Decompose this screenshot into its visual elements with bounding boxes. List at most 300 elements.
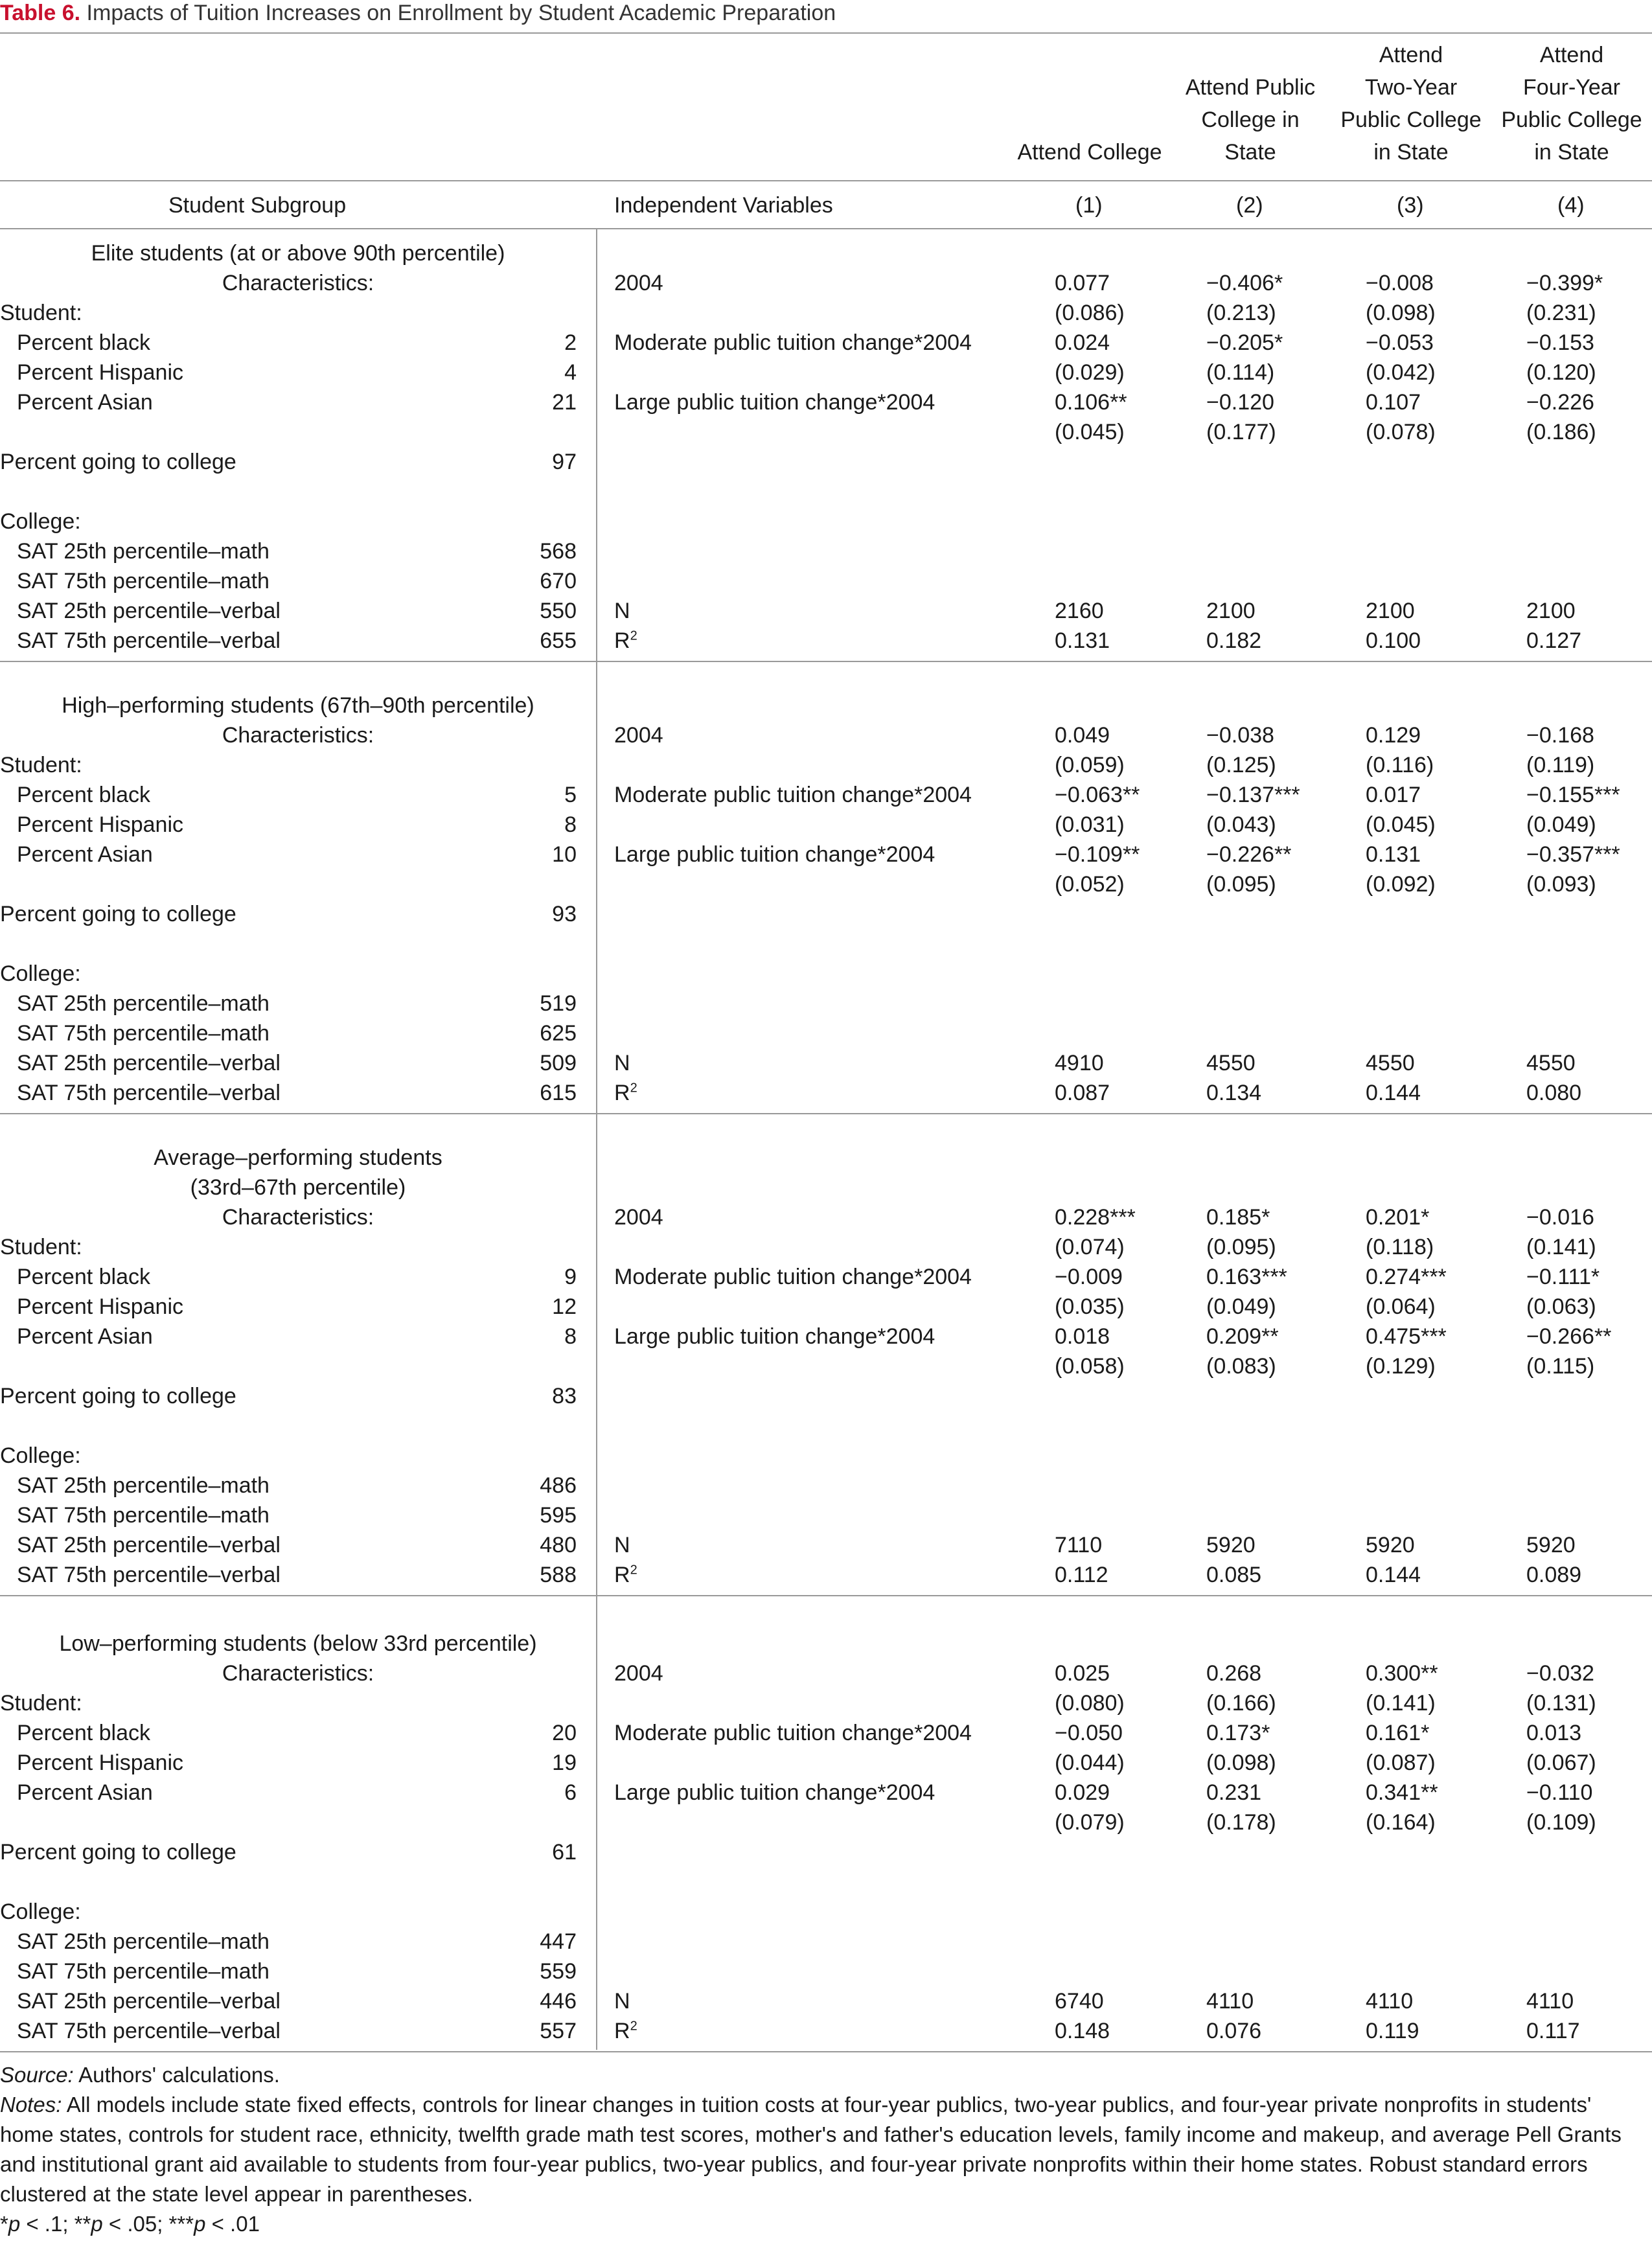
n-col4: 4550 bbox=[1526, 1051, 1576, 1075]
se-moderate-col1: (0.031) bbox=[1055, 812, 1125, 837]
subgroup-block bbox=[0, 1143, 1652, 1629]
sat75m-label: SAT 75th percentile–math bbox=[17, 569, 270, 593]
sat25v-label: SAT 25th percentile–verbal bbox=[17, 1989, 281, 2014]
se-moderate-col1: (0.044) bbox=[1055, 1751, 1125, 1775]
table-row bbox=[0, 869, 1652, 899]
coef-large-col1: 0.106** bbox=[1055, 390, 1127, 415]
table-row bbox=[0, 507, 1652, 536]
se-2004-col4: (0.141) bbox=[1526, 1235, 1596, 1259]
pct-hispanic-value: 12 bbox=[552, 1294, 577, 1319]
table-row bbox=[0, 1232, 1652, 1262]
coef-2004-col3: 0.129 bbox=[1366, 723, 1421, 748]
table-row bbox=[0, 1441, 1652, 1471]
coef-2004-col4: −0.399* bbox=[1526, 271, 1603, 295]
se-2004-col3: (0.141) bbox=[1366, 1691, 1436, 1716]
table-row bbox=[0, 1530, 1652, 1560]
sat75v-value: 588 bbox=[540, 1563, 577, 1587]
coef-large-col3: 0.131 bbox=[1366, 842, 1421, 867]
sat75v-label: SAT 75th percentile–verbal bbox=[17, 1563, 281, 1587]
coef-moderate-col1: −0.050 bbox=[1055, 1721, 1123, 1745]
r2-col1: 0.148 bbox=[1055, 2019, 1110, 2043]
iv-label-n: N bbox=[614, 1989, 630, 2014]
se-2004-col2: (0.213) bbox=[1206, 301, 1276, 325]
coef-large-col2: 0.209** bbox=[1206, 1324, 1279, 1349]
coef-large-col2: 0.231 bbox=[1206, 1780, 1262, 1805]
se-2004-col1: (0.086) bbox=[1055, 301, 1125, 325]
n-col1: 4910 bbox=[1055, 1051, 1104, 1075]
table-row bbox=[0, 810, 1652, 840]
table-row bbox=[0, 1381, 1652, 1411]
se-moderate-col3: (0.064) bbox=[1366, 1294, 1436, 1319]
iv-label-moderate: Moderate public tuition change*2004 bbox=[614, 1721, 972, 1745]
n-col2: 4110 bbox=[1206, 1989, 1254, 2014]
se-moderate-col4: (0.049) bbox=[1526, 812, 1596, 837]
se-2004-col1: (0.059) bbox=[1055, 753, 1125, 777]
coef-2004-col2: −0.406* bbox=[1206, 271, 1283, 295]
top-rule bbox=[0, 32, 1652, 34]
sat25m-label: SAT 25th percentile–math bbox=[17, 991, 270, 1016]
r2-col4: 0.127 bbox=[1526, 628, 1582, 653]
sat25m-label: SAT 25th percentile–math bbox=[17, 1473, 270, 1498]
group-rule bbox=[0, 661, 1652, 662]
se-moderate-col2: (0.098) bbox=[1206, 1751, 1276, 1775]
significance-note: *p < .1; **p < .05; ***p < .01 bbox=[0, 2212, 260, 2236]
student-label: Student: bbox=[0, 753, 82, 777]
table-caption bbox=[0, 0, 836, 30]
iv-label-r2 bbox=[614, 2016, 637, 2046]
table-row bbox=[0, 720, 1652, 750]
se-moderate-col1: (0.029) bbox=[1055, 360, 1125, 385]
subgroup-title: Average–performing students bbox=[154, 1145, 442, 1170]
table-row bbox=[0, 2016, 1652, 2046]
group-rule bbox=[0, 2051, 1652, 2052]
iv-label-large: Large public tuition change*2004 bbox=[614, 390, 935, 415]
se-2004-col2: (0.125) bbox=[1206, 753, 1276, 777]
coef-moderate-col4: −0.111* bbox=[1526, 1265, 1600, 1289]
sat75m-value: 559 bbox=[540, 1959, 577, 1984]
se-large-col1: (0.058) bbox=[1055, 1354, 1125, 1379]
se-large-col2: (0.178) bbox=[1206, 1810, 1276, 1835]
coef-2004-col4: −0.016 bbox=[1526, 1205, 1594, 1230]
se-2004-col1: (0.074) bbox=[1055, 1235, 1125, 1259]
n-col1: 2160 bbox=[1055, 599, 1104, 623]
notes: Notes: All models include state fixed effects, controls for linear changes in tuition costs at four-year publics, two-year publics, and four-year private nonprofits in students' home states, controls for student race, ethnicity, twelfth grade math test scores, mother's and father's education levels, family income and makeup, and average Pell Grants and institutional grant aid available to students from four-year publics, two-year publics, and four-year private nonprofits within their home states. Robust standard errors clustered at the state level appear in parentheses. bbox=[0, 2093, 1622, 2206]
student-label: Student: bbox=[0, 301, 82, 325]
n-col3: 4110 bbox=[1366, 1989, 1414, 2014]
pct-hispanic-value: 8 bbox=[564, 812, 577, 837]
subgroup-block bbox=[0, 238, 1652, 691]
coef-moderate-col3: −0.053 bbox=[1366, 330, 1434, 355]
iv-label-2004: 2004 bbox=[614, 1205, 663, 1230]
pct-black-value: 2 bbox=[564, 330, 577, 355]
table-row bbox=[0, 447, 1652, 477]
sat25v-label: SAT 25th percentile–verbal bbox=[17, 1051, 281, 1075]
n-col2: 2100 bbox=[1206, 599, 1256, 623]
subgroup-block bbox=[0, 1629, 1652, 2060]
student-label: Student: bbox=[0, 1235, 82, 1259]
table-row bbox=[0, 989, 1652, 1018]
col2-number: (2) bbox=[1236, 193, 1263, 218]
se-2004-col3: (0.116) bbox=[1366, 753, 1434, 777]
coef-large-col2: −0.120 bbox=[1206, 390, 1274, 415]
n-col2: 5920 bbox=[1206, 1533, 1256, 1557]
group-rule bbox=[0, 1595, 1652, 1596]
se-moderate-col3: (0.087) bbox=[1366, 1751, 1436, 1775]
coef-2004-col2: −0.038 bbox=[1206, 723, 1274, 748]
coef-moderate-col4: −0.155*** bbox=[1526, 783, 1620, 807]
sat75v-value: 655 bbox=[540, 628, 577, 653]
sat25v-label: SAT 25th percentile–verbal bbox=[17, 599, 281, 623]
table-row bbox=[0, 596, 1652, 626]
table-row bbox=[0, 1262, 1652, 1292]
sat25v-value: 550 bbox=[540, 599, 577, 623]
student-label: Student: bbox=[0, 1691, 82, 1716]
source-note: Source: Authors' calculations. bbox=[0, 2063, 280, 2087]
se-large-col2: (0.177) bbox=[1206, 420, 1276, 444]
college-label: College: bbox=[0, 1900, 81, 1924]
table-row bbox=[0, 387, 1652, 417]
iv-label-n: N bbox=[614, 1051, 630, 1075]
r2-col3: 0.144 bbox=[1366, 1081, 1421, 1105]
se-2004-col2: (0.166) bbox=[1206, 1691, 1276, 1716]
pct-hispanic-value: 19 bbox=[552, 1751, 577, 1775]
coef-2004-col4: −0.168 bbox=[1526, 723, 1594, 748]
coef-moderate-col1: −0.063** bbox=[1055, 783, 1140, 807]
se-large-col1: (0.052) bbox=[1055, 872, 1125, 897]
table-row bbox=[0, 1078, 1652, 1108]
college-label: College: bbox=[0, 1443, 81, 1468]
r2-col2: 0.085 bbox=[1206, 1563, 1262, 1587]
table-row bbox=[0, 358, 1652, 387]
se-large-col1: (0.045) bbox=[1055, 420, 1125, 444]
characteristics-label: Characteristics: bbox=[222, 271, 374, 295]
n-col4: 2100 bbox=[1526, 599, 1576, 623]
sat75m-value: 595 bbox=[540, 1503, 577, 1528]
pct-hispanic-label: Percent Hispanic bbox=[17, 812, 184, 837]
pct-college-value: 61 bbox=[552, 1840, 577, 1865]
se-2004-col3: (0.098) bbox=[1366, 301, 1436, 325]
pct-asian-value: 21 bbox=[552, 390, 577, 415]
r2-superscript: 2 bbox=[630, 2019, 637, 2034]
se-moderate-col3: (0.042) bbox=[1366, 360, 1436, 385]
table-row bbox=[0, 1986, 1652, 2016]
sat25v-value: 446 bbox=[540, 1989, 577, 2014]
sat75v-label: SAT 75th percentile–verbal bbox=[17, 628, 281, 653]
subgroup-block bbox=[0, 691, 1652, 1143]
pct-hispanic-label: Percent Hispanic bbox=[17, 1294, 184, 1319]
pct-asian-value: 6 bbox=[564, 1780, 577, 1805]
table-row bbox=[0, 840, 1652, 869]
table-row bbox=[0, 1718, 1652, 1748]
col4-header: Attend Four-Year Public College in State bbox=[1501, 43, 1642, 165]
r2-col1: 0.131 bbox=[1055, 628, 1110, 653]
se-moderate-col2: (0.114) bbox=[1206, 360, 1275, 385]
sat25m-value: 568 bbox=[540, 539, 577, 564]
r2-letter: R bbox=[614, 1081, 630, 1105]
pct-black-label: Percent black bbox=[17, 783, 150, 807]
table-row bbox=[0, 1048, 1652, 1078]
r2-col2: 0.076 bbox=[1206, 2019, 1262, 2043]
coef-moderate-col4: −0.153 bbox=[1526, 330, 1594, 355]
se-2004-col1: (0.080) bbox=[1055, 1691, 1125, 1716]
sat75m-value: 670 bbox=[540, 569, 577, 593]
subheader-rule bbox=[0, 228, 1652, 229]
coef-moderate-col1: 0.024 bbox=[1055, 330, 1110, 355]
col1-number: (1) bbox=[1075, 193, 1103, 218]
pct-college-label: Percent going to college bbox=[0, 1384, 236, 1408]
table-row bbox=[0, 626, 1652, 656]
pct-hispanic-value: 4 bbox=[564, 360, 577, 385]
coef-2004-col1: 0.077 bbox=[1055, 271, 1110, 295]
iv-label-r2 bbox=[614, 626, 637, 656]
r2-letter: R bbox=[614, 1563, 630, 1587]
n-col3: 2100 bbox=[1366, 599, 1415, 623]
college-label: College: bbox=[0, 509, 81, 534]
sat75m-label: SAT 75th percentile–math bbox=[17, 1503, 270, 1528]
coef-moderate-col3: 0.274*** bbox=[1366, 1265, 1447, 1289]
r2-superscript: 2 bbox=[630, 628, 637, 643]
r2-col4: 0.089 bbox=[1526, 1563, 1582, 1587]
se-moderate-col2: (0.049) bbox=[1206, 1294, 1276, 1319]
r2-col3: 0.144 bbox=[1366, 1563, 1421, 1587]
sat75v-label: SAT 75th percentile–verbal bbox=[17, 2019, 281, 2043]
table-row bbox=[0, 899, 1652, 929]
n-col4: 5920 bbox=[1526, 1533, 1576, 1557]
iv-label-2004: 2004 bbox=[614, 1661, 663, 1686]
coef-large-col1: −0.109** bbox=[1055, 842, 1140, 867]
coef-2004-col4: −0.032 bbox=[1526, 1661, 1594, 1686]
pct-hispanic-label: Percent Hispanic bbox=[17, 1751, 184, 1775]
sat75v-value: 615 bbox=[540, 1081, 577, 1105]
iv-label-n: N bbox=[614, 599, 630, 623]
se-2004-col2: (0.095) bbox=[1206, 1235, 1276, 1259]
se-2004-col4: (0.131) bbox=[1526, 1691, 1596, 1716]
coef-large-col4: −0.226 bbox=[1526, 390, 1594, 415]
se-moderate-col2: (0.043) bbox=[1206, 812, 1276, 837]
table-row bbox=[0, 1202, 1652, 1232]
se-large-col1: (0.079) bbox=[1055, 1810, 1125, 1835]
sat75m-value: 625 bbox=[540, 1021, 577, 1046]
college-label: College: bbox=[0, 961, 81, 986]
pct-college-label: Percent going to college bbox=[0, 902, 236, 926]
n-col4: 4110 bbox=[1526, 1989, 1574, 2014]
col4-number: (4) bbox=[1557, 193, 1585, 218]
r2-superscript: 2 bbox=[630, 1081, 637, 1096]
table-row bbox=[0, 1471, 1652, 1500]
pct-asian-value: 8 bbox=[564, 1324, 577, 1349]
se-moderate-col1: (0.035) bbox=[1055, 1294, 1125, 1319]
pct-black-value: 5 bbox=[564, 783, 577, 807]
table-row bbox=[0, 1957, 1652, 1986]
coef-2004-col1: 0.049 bbox=[1055, 723, 1110, 748]
table-row bbox=[0, 1018, 1652, 1048]
pct-asian-value: 10 bbox=[552, 842, 577, 867]
table-row bbox=[0, 1351, 1652, 1381]
iv-label-large: Large public tuition change*2004 bbox=[614, 842, 935, 867]
se-moderate-col4: (0.063) bbox=[1526, 1294, 1596, 1319]
se-large-col4: (0.093) bbox=[1526, 872, 1596, 897]
sat25m-value: 486 bbox=[540, 1473, 577, 1498]
pct-asian-label: Percent Asian bbox=[17, 1324, 153, 1349]
se-large-col2: (0.095) bbox=[1206, 872, 1276, 897]
header-rule bbox=[0, 180, 1652, 181]
characteristics-label: Characteristics: bbox=[222, 1205, 374, 1230]
se-large-col3: (0.164) bbox=[1366, 1810, 1436, 1835]
table-row bbox=[0, 566, 1652, 596]
iv-label-moderate: Moderate public tuition change*2004 bbox=[614, 783, 972, 807]
coef-2004-col3: 0.201* bbox=[1366, 1205, 1430, 1230]
sat25m-value: 447 bbox=[540, 1929, 577, 1954]
iv-label-r2 bbox=[614, 1078, 637, 1108]
group-rule bbox=[0, 1113, 1652, 1114]
se-large-col4: (0.115) bbox=[1526, 1354, 1595, 1379]
sat25m-label: SAT 25th percentile–math bbox=[17, 539, 270, 564]
col3-header: Attend Two-Year Public College in State bbox=[1340, 43, 1482, 165]
sat25v-value: 480 bbox=[540, 1533, 577, 1557]
table-row bbox=[0, 268, 1652, 298]
se-moderate-col3: (0.045) bbox=[1366, 812, 1436, 837]
pct-black-label: Percent black bbox=[17, 330, 150, 355]
r2-col3: 0.100 bbox=[1366, 628, 1421, 653]
table-caption-text: Impacts of Tuition Increases on Enrollment by Student Academic Preparation bbox=[86, 1, 836, 25]
se-large-col2: (0.083) bbox=[1206, 1354, 1276, 1379]
pct-college-label: Percent going to college bbox=[0, 450, 236, 474]
table-caption-label: Table 6. bbox=[0, 1, 81, 25]
coef-2004-col1: 0.228*** bbox=[1055, 1205, 1136, 1230]
table-row bbox=[0, 1322, 1652, 1351]
coef-2004-col3: −0.008 bbox=[1366, 271, 1434, 295]
table-row bbox=[0, 1927, 1652, 1957]
sat75v-label: SAT 75th percentile–verbal bbox=[17, 1081, 281, 1105]
table-row bbox=[0, 1659, 1652, 1688]
col3-number: (3) bbox=[1397, 193, 1424, 218]
n-col3: 4550 bbox=[1366, 1051, 1415, 1075]
table-row bbox=[0, 1748, 1652, 1778]
n-col2: 4550 bbox=[1206, 1051, 1256, 1075]
sat75m-label: SAT 75th percentile–math bbox=[17, 1021, 270, 1046]
col1-header: Attend College bbox=[1017, 140, 1162, 165]
table-row bbox=[0, 1837, 1652, 1867]
subgroup-header: Student Subgroup bbox=[168, 193, 347, 218]
se-2004-col3: (0.118) bbox=[1366, 1235, 1434, 1259]
characteristics-label: Characteristics: bbox=[222, 1661, 374, 1686]
coef-large-col2: −0.226** bbox=[1206, 842, 1292, 867]
se-large-col3: (0.129) bbox=[1366, 1354, 1436, 1379]
characteristics-label: Characteristics: bbox=[222, 723, 374, 748]
coef-moderate-col1: −0.009 bbox=[1055, 1265, 1123, 1289]
pct-black-value: 20 bbox=[552, 1721, 577, 1745]
se-large-col3: (0.092) bbox=[1366, 872, 1436, 897]
iv-label-2004: 2004 bbox=[614, 271, 663, 295]
pct-college-value: 97 bbox=[552, 450, 577, 474]
coef-large-col4: −0.110 bbox=[1526, 1780, 1593, 1805]
coef-large-col3: 0.475*** bbox=[1366, 1324, 1447, 1349]
sat25v-label: SAT 25th percentile–verbal bbox=[17, 1533, 281, 1557]
independent-variables-header: Independent Variables bbox=[614, 193, 833, 218]
coef-large-col1: 0.029 bbox=[1055, 1780, 1110, 1805]
coef-2004-col1: 0.025 bbox=[1055, 1661, 1110, 1686]
pct-black-value: 9 bbox=[564, 1265, 577, 1289]
coef-large-col4: −0.357*** bbox=[1526, 842, 1620, 867]
coef-2004-col2: 0.185* bbox=[1206, 1205, 1270, 1230]
table-row bbox=[0, 959, 1652, 989]
coef-moderate-col2: −0.205* bbox=[1206, 330, 1283, 355]
iv-label-large: Large public tuition change*2004 bbox=[614, 1780, 935, 1805]
coef-2004-col2: 0.268 bbox=[1206, 1661, 1262, 1686]
subgroup-title: High–performing students (67th–90th percentile) bbox=[62, 693, 534, 718]
iv-label-n: N bbox=[614, 1533, 630, 1557]
pct-college-label: Percent going to college bbox=[0, 1840, 236, 1865]
iv-label-large: Large public tuition change*2004 bbox=[614, 1324, 935, 1349]
subgroup-title: Low–performing students (below 33rd percentile) bbox=[59, 1631, 537, 1656]
r2-letter: R bbox=[614, 2019, 630, 2043]
coef-moderate-col3: 0.017 bbox=[1366, 783, 1421, 807]
table-row bbox=[0, 1778, 1652, 1808]
coef-moderate-col3: 0.161* bbox=[1366, 1721, 1430, 1745]
r2-letter: R bbox=[614, 628, 630, 653]
se-moderate-col4: (0.120) bbox=[1526, 360, 1596, 385]
pct-black-label: Percent black bbox=[17, 1721, 150, 1745]
iv-label-moderate: Moderate public tuition change*2004 bbox=[614, 330, 972, 355]
pct-asian-label: Percent Asian bbox=[17, 390, 153, 415]
iv-label-2004: 2004 bbox=[614, 723, 663, 748]
pct-college-value: 93 bbox=[552, 902, 577, 926]
table-row bbox=[0, 1560, 1652, 1590]
r2-col4: 0.080 bbox=[1526, 1081, 1582, 1105]
table-row bbox=[0, 780, 1652, 810]
se-2004-col4: (0.119) bbox=[1526, 753, 1595, 777]
table-row bbox=[0, 1897, 1652, 1927]
table-row bbox=[0, 328, 1652, 358]
pct-asian-label: Percent Asian bbox=[17, 1780, 153, 1805]
se-large-col3: (0.078) bbox=[1366, 420, 1436, 444]
se-moderate-col4: (0.067) bbox=[1526, 1751, 1596, 1775]
sat25m-label: SAT 25th percentile–math bbox=[17, 1929, 270, 1954]
r2-col2: 0.182 bbox=[1206, 628, 1262, 653]
se-large-col4: (0.186) bbox=[1526, 420, 1596, 444]
r2-col1: 0.112 bbox=[1055, 1563, 1108, 1587]
pct-hispanic-label: Percent Hispanic bbox=[17, 360, 184, 385]
n-col3: 5920 bbox=[1366, 1533, 1415, 1557]
r2-superscript: 2 bbox=[630, 1563, 637, 1578]
se-2004-col4: (0.231) bbox=[1526, 301, 1596, 325]
table-row bbox=[0, 1688, 1652, 1718]
col2-header: Attend Public College in State bbox=[1185, 75, 1316, 165]
subgroup-title: Elite students (at or above 90th percentile) bbox=[91, 241, 505, 266]
subgroup-title: (33rd–67th percentile) bbox=[190, 1175, 406, 1200]
coef-moderate-col2: 0.163*** bbox=[1206, 1265, 1287, 1289]
coef-moderate-col2: −0.137*** bbox=[1206, 783, 1300, 807]
sat75m-label: SAT 75th percentile–math bbox=[17, 1959, 270, 1984]
n-col1: 7110 bbox=[1055, 1533, 1103, 1557]
r2-col2: 0.134 bbox=[1206, 1081, 1262, 1105]
table-row bbox=[0, 417, 1652, 447]
table-row bbox=[0, 298, 1652, 328]
table-row bbox=[0, 1808, 1652, 1837]
iv-label-r2 bbox=[614, 1560, 637, 1590]
table-row bbox=[0, 1292, 1652, 1322]
pct-black-label: Percent black bbox=[17, 1265, 150, 1289]
pct-college-value: 83 bbox=[552, 1384, 577, 1408]
n-col1: 6740 bbox=[1055, 1989, 1104, 2014]
sat25m-value: 519 bbox=[540, 991, 577, 1016]
coef-moderate-col2: 0.173* bbox=[1206, 1721, 1270, 1745]
coef-large-col3: 0.341** bbox=[1366, 1780, 1438, 1805]
coef-large-col1: 0.018 bbox=[1055, 1324, 1110, 1349]
table-row bbox=[0, 536, 1652, 566]
sat25v-value: 509 bbox=[540, 1051, 577, 1075]
coef-large-col3: 0.107 bbox=[1366, 390, 1421, 415]
